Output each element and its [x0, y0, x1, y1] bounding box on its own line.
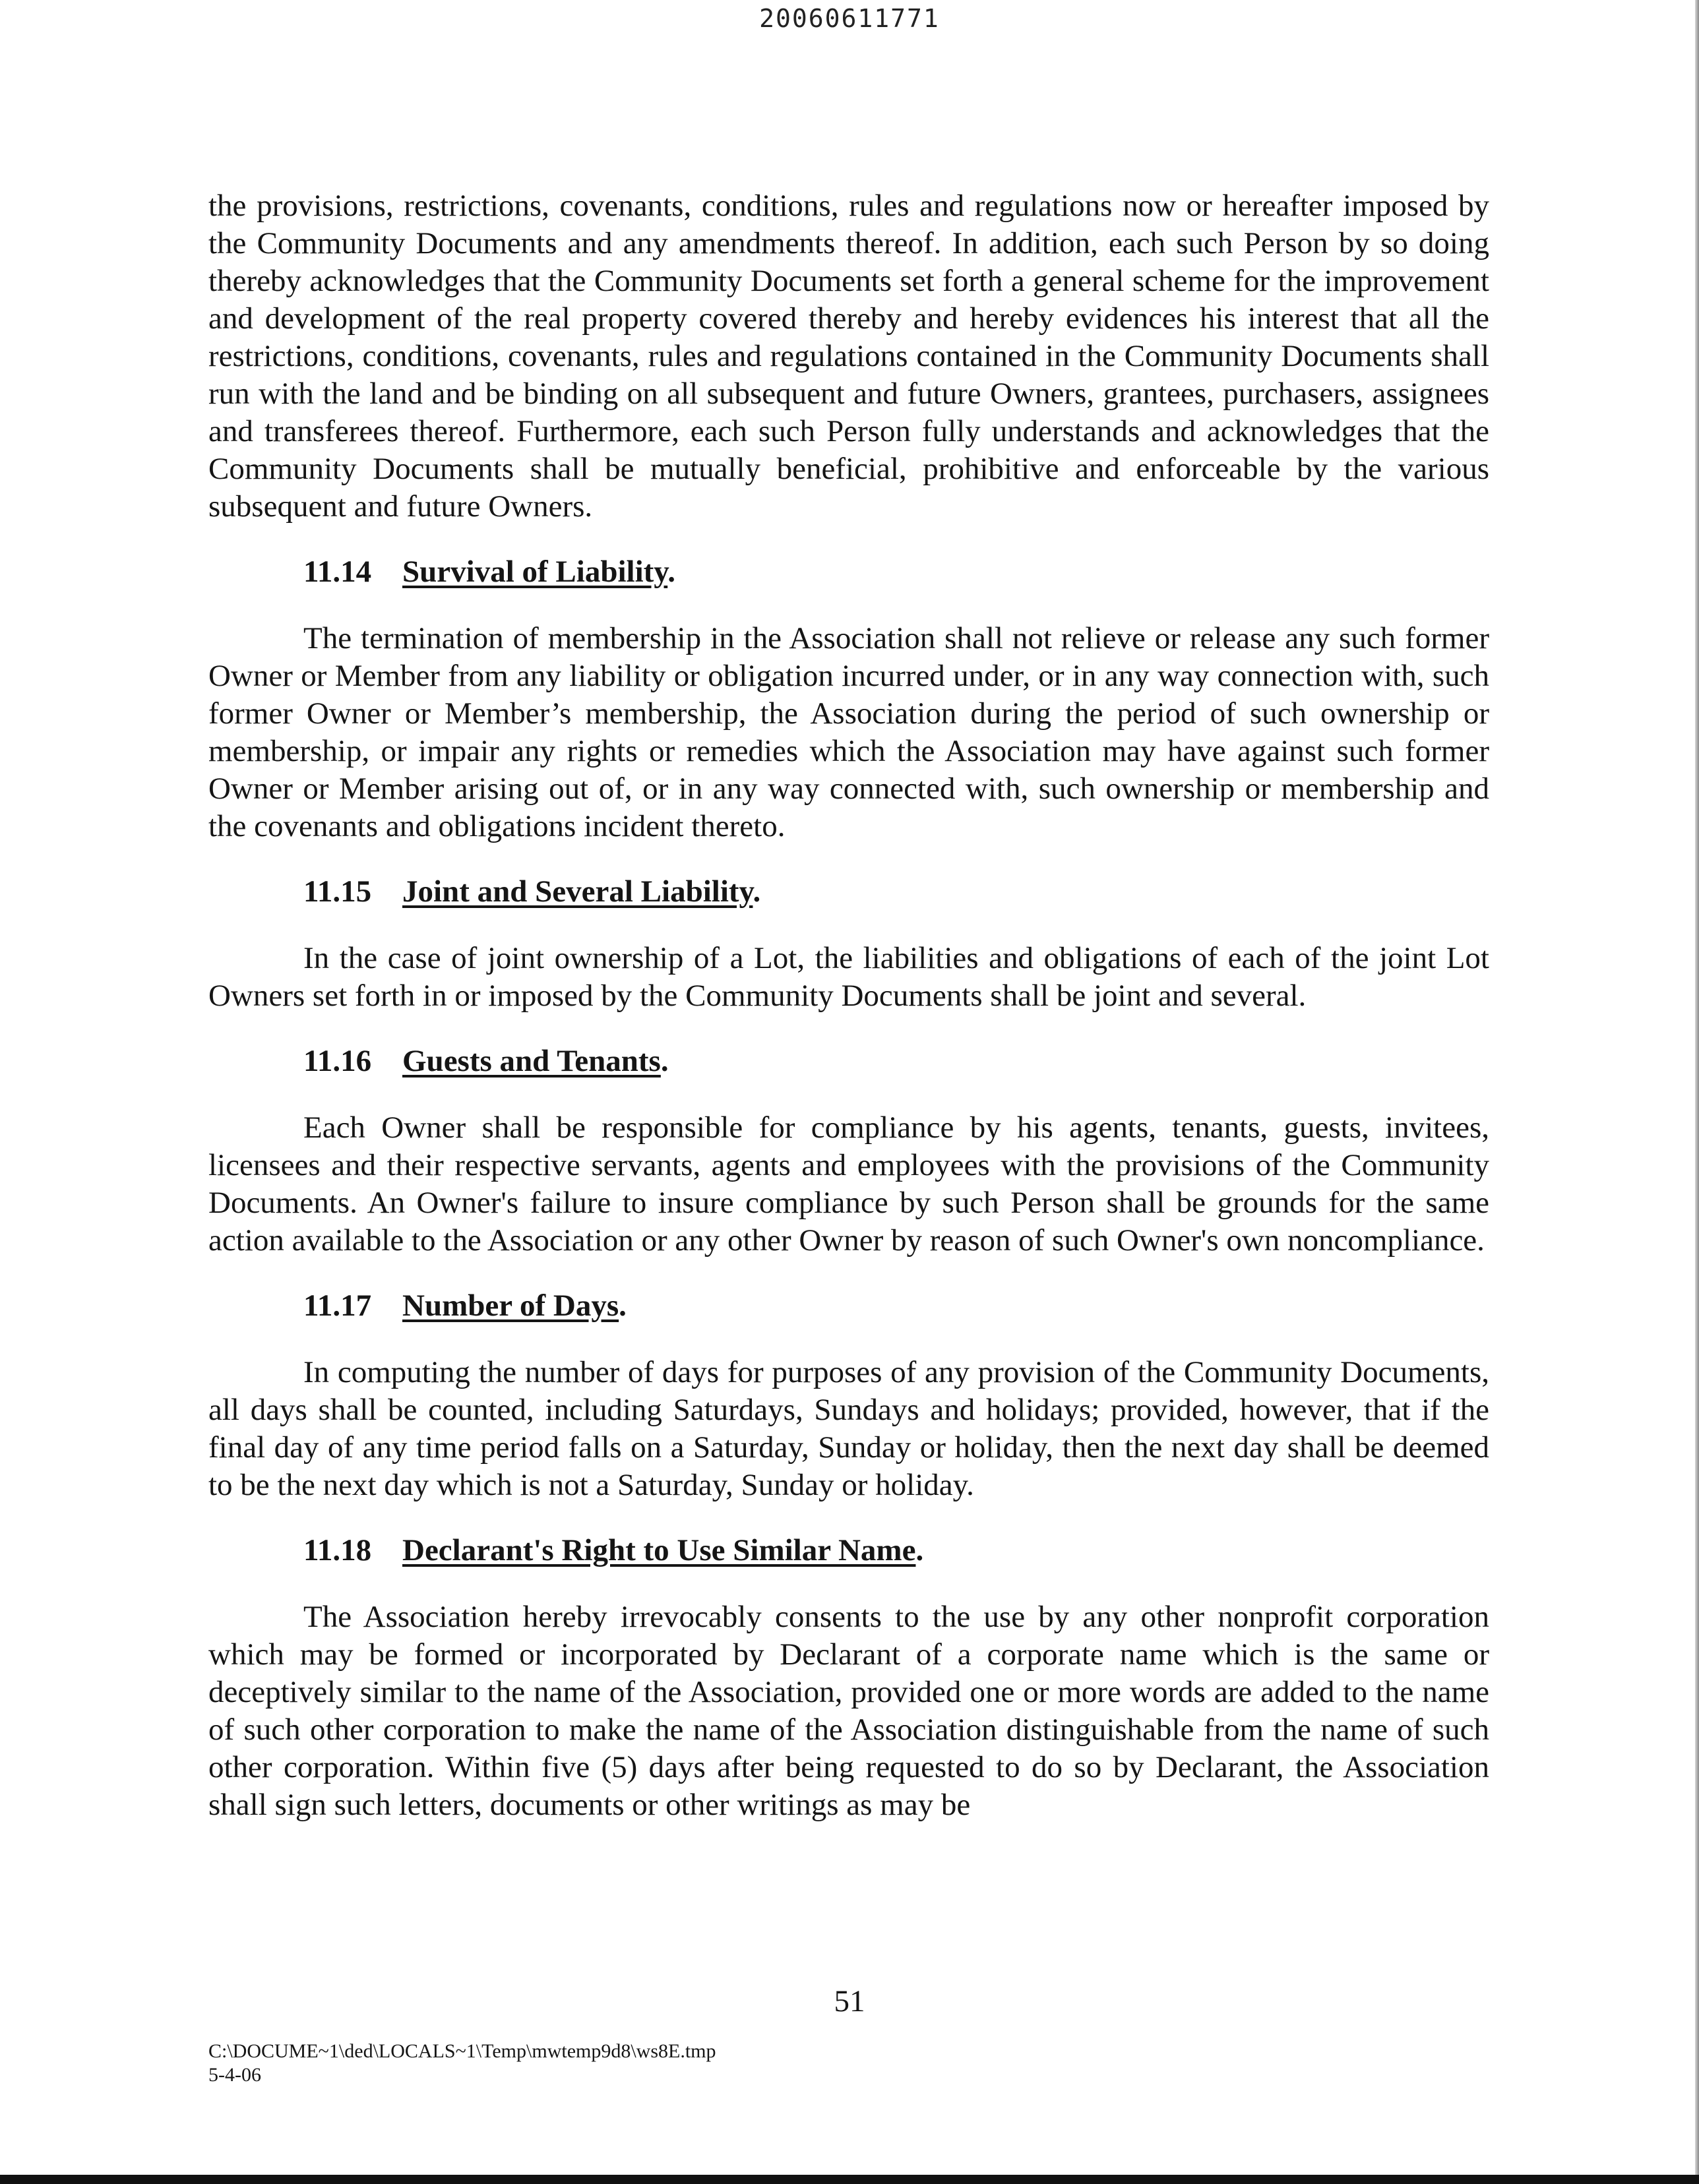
file-path: C:\DOCUME~1\ded\LOCALS~1\Temp\mwtemp9d8\ws8E.tmp [208, 2040, 716, 2062]
document-footer [208, 2040, 716, 2087]
section-body: The termination of membership in the Association shall not relieve or release any such former Owner or Member from any liability or obligation incurred under, or in any way connection with, such former Owner or Member’s membership, the Association during the period of such ownership or membership, or impair any rights or remedies which the Association may have against such former Owner or Member arising out of, or in any way connected with, such ownership or membership and the covenants and obligations incident thereto. [208, 621, 1489, 843]
section-number: 11.16 [303, 1044, 372, 1078]
section-title: Number of Days [402, 1289, 619, 1323]
section-heading [303, 1532, 1489, 1569]
section-heading [303, 553, 1489, 591]
section-number: 11.14 [303, 555, 372, 589]
section-11-17 [208, 1287, 1489, 1504]
section-11-14 [208, 553, 1489, 845]
recording-number: 20060611771 [759, 4, 940, 33]
section-11-18 [208, 1532, 1489, 1824]
section-title-period: . [667, 555, 675, 589]
section-title-period: . [753, 874, 761, 909]
section-heading [303, 873, 1489, 911]
section-body: The Association hereby irrevocably consents to the use by any other nonprofit corporation which may be formed or incorporated by Declarant of a corporate name which is the same or deceptively similar to the name of the Association, provided one or more words are added to the name of such other corporation to make the name of the Association distinguishable from the name of such other corporation. Within five (5) days after being requested to do so by Declarant, the Association shall sign such letters, documents or other writings as may be [208, 1600, 1489, 1822]
section-11-15 [208, 873, 1489, 1015]
section-title: Guests and Tenants [402, 1044, 661, 1078]
section-number: 11.18 [303, 1533, 372, 1567]
section-body: Each Owner shall be responsible for compliance by his agents, tenants, guests, invitees, licensees and their respective servants, agents and employees with the provisions of the Community Documents. An Owner's failure to insure compliance by such Person shall be grounds for the same action available to the Association or any other Owner by reason of such Owner's own noncompliance. [208, 1110, 1489, 1258]
scan-edge-bottom [0, 2175, 1699, 2184]
section-title: Survival of Liability [402, 555, 668, 589]
section-title-period: . [619, 1289, 627, 1323]
section-title-period: . [915, 1533, 924, 1567]
document-body [208, 187, 1489, 1824]
section-11-16 [208, 1043, 1489, 1259]
intro-paragraph: the provisions, restrictions, covenants, conditions, rules and regulations now or hereafter imposed by the Community Documents and any amendments thereof. In addition, each such Person by so doing thereby acknowledges that the Community Documents set forth a general scheme for the improvement and development of the real property covered thereby and hereby evidences his interest that all the restrictions, conditions, covenants, rules and regulations contained in the Community Documents shall run with the land and be binding on all subsequent and future Owners, grantees, purchasers, assignees and transferees thereof. Furthermore, each such Person fully understands and acknowledges that the Community Documents shall be mutually beneficial, prohibitive and enforceable by the various subsequent and future Owners. [208, 189, 1489, 524]
section-number: 11.17 [303, 1289, 372, 1323]
section-body: In the case of joint ownership of a Lot, the liabilities and obligations of each of the joint Lot Owners set forth in or imposed by the Community Documents shall be joint and several. [208, 941, 1489, 1013]
page-number: 51 [834, 1984, 865, 2018]
document-date: 5-4-06 [208, 2064, 261, 2086]
section-heading [303, 1287, 1489, 1325]
section-title: Joint and Several Liability [402, 874, 753, 909]
section-title: Declarant's Right to Use Similar Name [402, 1533, 916, 1567]
section-number: 11.15 [303, 874, 372, 909]
section-title-period: . [660, 1044, 669, 1078]
section-body: In computing the number of days for purposes of any provision of the Community Documents, all days shall be counted, including Saturdays, Sundays and holidays; provided, however, that if the final day of any time period falls on a Saturday, Sunday or holiday, then the next day shall be deemed to be the next day which is not a Saturday, Sunday or holiday. [208, 1355, 1489, 1502]
section-heading [303, 1043, 1489, 1080]
scan-edge-right [1695, 0, 1699, 2184]
